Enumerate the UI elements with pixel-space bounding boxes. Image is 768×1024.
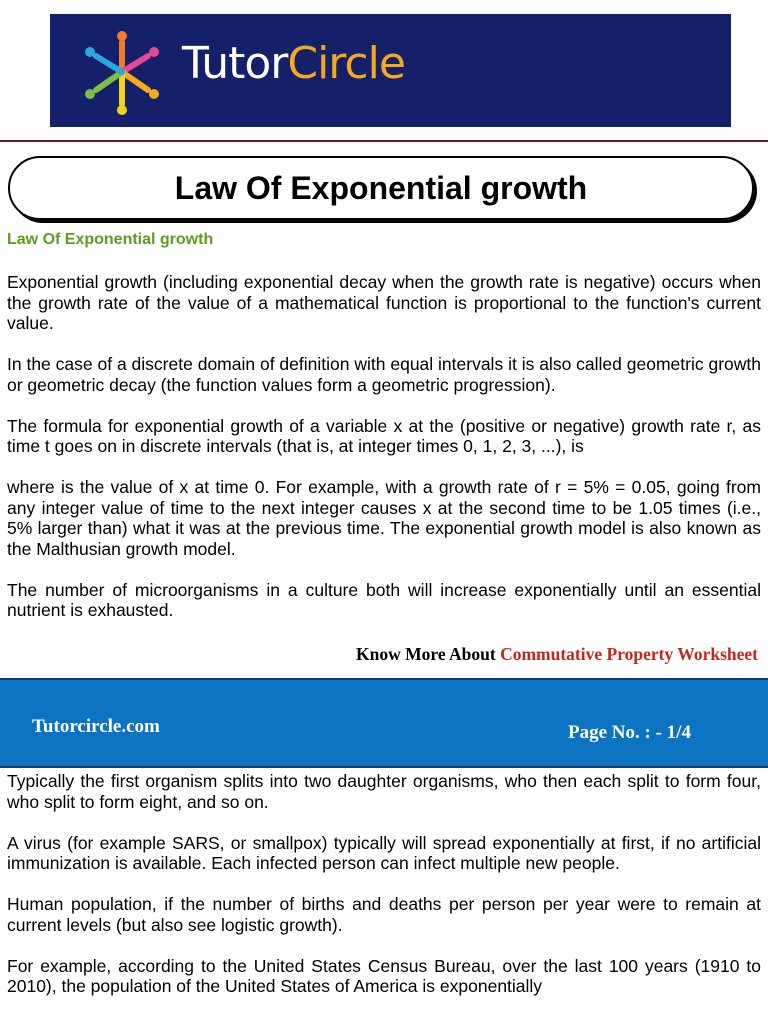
paragraph: Human population, if the number of births and deaths per person per year were to remain at current levels (but also see logistic growth). bbox=[7, 894, 761, 935]
logo-text-primary: Tutor bbox=[182, 38, 288, 89]
body-text-top bbox=[7, 272, 761, 641]
paragraph: The number of microorganisms in a culture both will increase exponentially until an essential nutrient is exhausted. bbox=[7, 579, 761, 620]
paragraph: A virus (for example SARS, or smallpox) typically will spread exponentially at first, if no artificial immunization is available. Each infected person can infect multiple new people. bbox=[7, 832, 761, 873]
paragraph: In the case of a discrete domain of definition with equal intervals it is also called geometric growth or geometric decay (the function values form a geometric progression). bbox=[7, 354, 761, 395]
header-divider bbox=[0, 140, 768, 142]
know-more-prefix: Know More About bbox=[356, 644, 501, 664]
logo-wordmark bbox=[182, 38, 405, 89]
page-title: Law Of Exponential growth bbox=[174, 169, 588, 206]
header-banner bbox=[50, 14, 731, 127]
footer-site-link[interactable]: Tutorcircle.com bbox=[32, 716, 160, 737]
page-footer-band bbox=[0, 678, 768, 768]
know-more-link[interactable]: Commutative Property Worksheet bbox=[500, 644, 758, 664]
body-text-bottom bbox=[7, 771, 761, 1017]
paragraph: For example, according to the United States Census Bureau, over the last 100 years (1910 to 2010), the population of the United States of America is exponentially bbox=[7, 955, 761, 996]
paragraph: The formula for exponential growth of a variable x at the (positive or negative) growth rate r, as time t goes on in discrete intervals (that is, at integer times 0, 1, 2, 3, ...), is bbox=[7, 415, 761, 456]
people-circle-logo-icon bbox=[72, 28, 172, 116]
paragraph: Exponential growth (including exponential decay when the growth rate is negative) occurs when the growth rate of the value of a mathematical function is proportional to the function's current value. bbox=[7, 272, 761, 333]
paragraph: Typically the first organism splits into two daughter organisms, who then each split to form four, who split to form eight, and so on. bbox=[7, 771, 761, 812]
footer-page-number: Page No. : - 1/4 bbox=[568, 722, 691, 743]
know-more-line bbox=[356, 644, 758, 665]
logo-text-accent: Circle bbox=[287, 38, 405, 89]
title-box bbox=[8, 156, 754, 220]
paragraph: where is the value of x at time 0. For example, with a growth rate of r = 5% = 0.05, going from any integer value of time to the next integer causes x at the second time to be 1.05 times (i.e., 5% larger than) what it was at the previous time. The exponential growth model is also known as the Malthusian growth model. bbox=[7, 477, 761, 559]
section-heading: Law Of Exponential growth bbox=[7, 231, 214, 248]
